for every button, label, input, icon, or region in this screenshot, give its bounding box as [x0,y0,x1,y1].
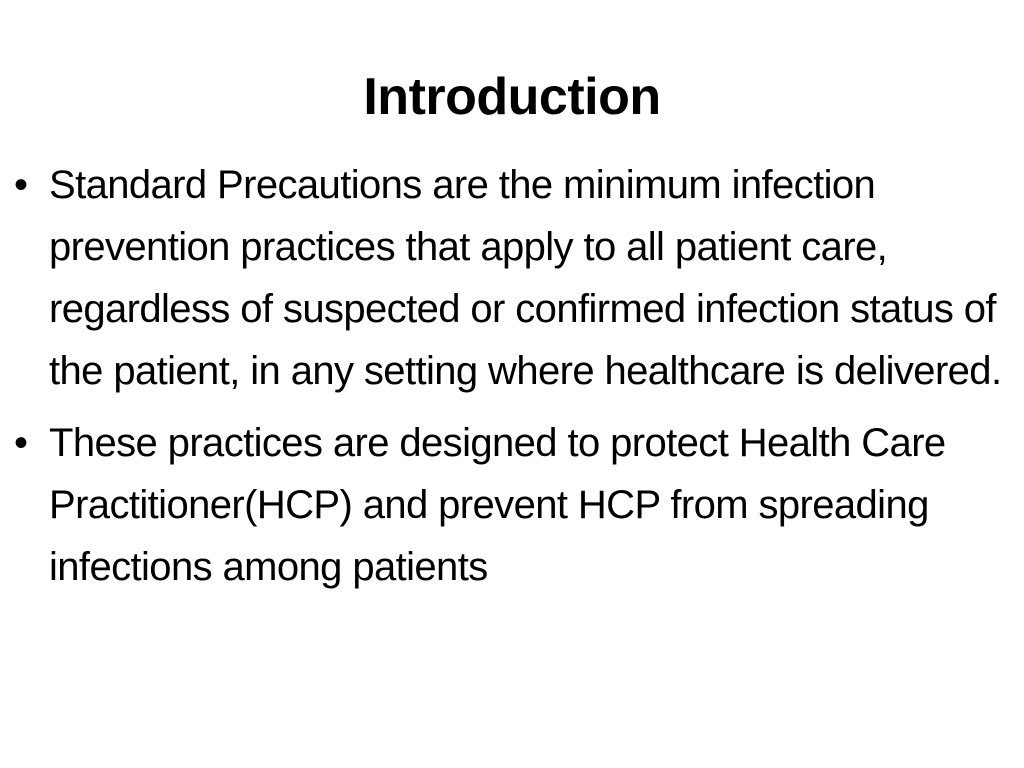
bullet-item [14,412,1020,598]
bullet-icon: • [14,421,28,465]
bullet-item [14,154,1020,402]
bullet-icon: • [14,163,28,207]
bullet-list [14,154,1020,608]
bullet-text: Standard Precautions are the minimum infection prevention practices that apply to all patient care, regardless of suspected or confirmed infection status of the patient, in any setting where healthcare is delivered. [49,163,1002,393]
bullet-text: These practices are designed to protect Health Care Practitioner(HCP) and prevent HCP from spreading infections among patients [49,421,946,589]
slide-title: Introduction [363,68,661,126]
